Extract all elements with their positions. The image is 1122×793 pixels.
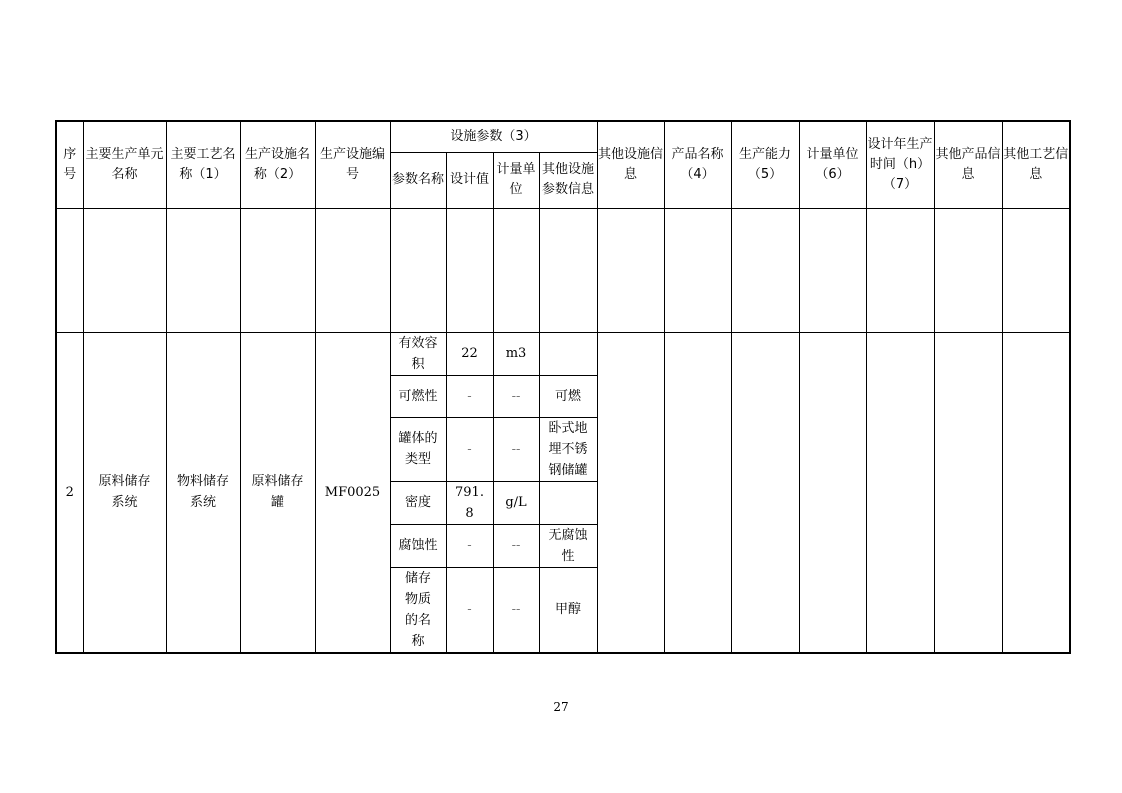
- empty-cell: [664, 208, 731, 332]
- header-measure-unit: 计量单位: [493, 152, 539, 208]
- param-value-cell: -: [446, 524, 493, 567]
- header-design-hours: 设计年生产时间（h）（7）: [866, 121, 934, 208]
- empty-cell: [315, 208, 390, 332]
- header-capacity-unit: 计量单位（6）: [799, 121, 866, 208]
- header-facility-code: 生产设施编号: [315, 121, 390, 208]
- row-process: 物料储存系统: [166, 332, 240, 653]
- empty-cell: [1002, 208, 1070, 332]
- header-design-value: 设计值: [446, 152, 493, 208]
- param-value-cell: -: [446, 567, 493, 653]
- param-value-cell: -: [446, 417, 493, 481]
- page-number: 27: [553, 700, 569, 714]
- header-params-group: 设施参数（3）: [390, 121, 597, 152]
- header-other-process-info: 其他工艺信息: [1002, 121, 1070, 208]
- param-other-cell: [539, 481, 597, 524]
- param-unit-cell: --: [493, 417, 539, 481]
- empty-cell: [493, 208, 539, 332]
- header-facility-name: 生产设施名称（2）: [240, 121, 315, 208]
- param-unit-cell: --: [493, 375, 539, 417]
- empty-cell: [56, 208, 83, 332]
- header-other-facility-info: 其他设施信息: [597, 121, 664, 208]
- header-other-param-info: 其他设施参数信息: [539, 152, 597, 208]
- param-other-cell: 可燃: [539, 375, 597, 417]
- header-capacity: 生产能力（5）: [731, 121, 799, 208]
- param-name-cell: 可燃性: [390, 375, 446, 417]
- param-unit-cell: m3: [493, 332, 539, 375]
- header-unit: 主要生产单元名称: [83, 121, 166, 208]
- empty-cell: [934, 208, 1002, 332]
- param-unit-cell: g/L: [493, 481, 539, 524]
- row-other-product-info: [934, 332, 1002, 653]
- param-value-cell: 791.8: [446, 481, 493, 524]
- header-product-name: 产品名称（4）: [664, 121, 731, 208]
- row-capacity: [731, 332, 799, 653]
- param-unit-cell: --: [493, 567, 539, 653]
- row-facility-name: 原料储存罐: [240, 332, 315, 653]
- empty-cell: [731, 208, 799, 332]
- header-seq: 序号: [56, 121, 83, 208]
- param-other-cell: 甲醇: [539, 567, 597, 653]
- param-name-cell: 储存物质的名称: [390, 567, 446, 653]
- empty-cell: [83, 208, 166, 332]
- empty-cell: [597, 208, 664, 332]
- param-value-cell: 22: [446, 332, 493, 375]
- header-param-name: 参数名称: [390, 152, 446, 208]
- empty-cell: [166, 208, 240, 332]
- empty-cell: [866, 208, 934, 332]
- row-unit: 原料储存系统: [83, 332, 166, 653]
- row-other-process-info: [1002, 332, 1070, 653]
- param-name-cell: 有效容积: [390, 332, 446, 375]
- header-process: 主要工艺名称（1）: [166, 121, 240, 208]
- param-other-cell: 无腐蚀性: [539, 524, 597, 567]
- param-name-cell: 腐蚀性: [390, 524, 446, 567]
- empty-cell: [240, 208, 315, 332]
- empty-cell: [799, 208, 866, 332]
- param-other-cell: [539, 332, 597, 375]
- param-other-cell: 卧式地埋不锈钢储罐: [539, 417, 597, 481]
- row-other-facility-info: [597, 332, 664, 653]
- empty-row: [56, 208, 1070, 332]
- header-other-product-info: 其他产品信息: [934, 121, 1002, 208]
- table-row: [56, 332, 1070, 375]
- param-unit-cell: --: [493, 524, 539, 567]
- facility-table: [55, 120, 1071, 654]
- param-name-cell: 罐体的类型: [390, 417, 446, 481]
- header-row-1: [56, 121, 1070, 152]
- empty-cell: [446, 208, 493, 332]
- row-capacity-unit: [799, 332, 866, 653]
- param-name-cell: 密度: [390, 481, 446, 524]
- param-value-cell: -: [446, 375, 493, 417]
- empty-cell: [390, 208, 446, 332]
- row-design-hours: [866, 332, 934, 653]
- row-product-name: [664, 332, 731, 653]
- empty-cell: [539, 208, 597, 332]
- row-facility-code: MF0025: [315, 332, 390, 653]
- row-seq: 2: [56, 332, 83, 653]
